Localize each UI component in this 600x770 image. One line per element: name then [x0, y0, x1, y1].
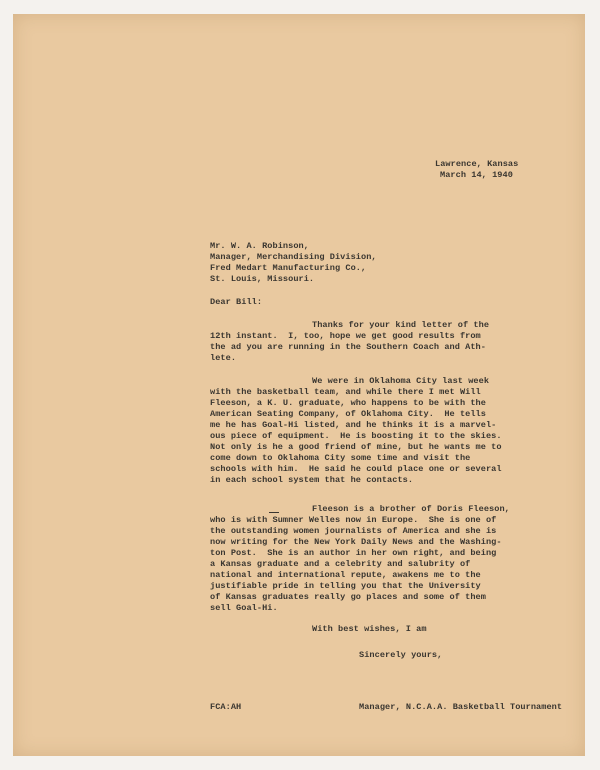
paragraph-1-line: the ad you are running in the Southern Coach and Ath-: [210, 342, 486, 352]
paragraph-2-line: come down to Oklahoma City some time and visit the: [210, 453, 471, 463]
recipient-company: Fred Medart Manufacturing Co.,: [210, 263, 367, 273]
paragraph-3-line: national and international repute, awakens me to the: [210, 570, 481, 580]
paragraph-3-line: Fleeson is a brother of Doris Fleeson,: [312, 504, 510, 514]
typist-initials: FCA:AH: [210, 702, 242, 712]
recipient-title: Manager, Merchandising Division,: [210, 252, 377, 262]
letter-date: March 14, 1940: [440, 170, 513, 180]
paragraph-2-line: Not only is he a good friend of mine, but he wants me to: [210, 442, 502, 452]
recipient-city: St. Louis, Missouri.: [210, 274, 315, 284]
paragraph-1-line: 12th instant. I, too, hope we get good results from: [210, 331, 481, 341]
paragraph-3-line: justifiable pride in telling you that the University: [210, 581, 481, 591]
paragraph-3-line: now writing for the New York Daily News and the Washing-: [210, 537, 502, 547]
closing: Sincerely yours,: [359, 650, 443, 660]
paragraph-2-line: Fleeson, a K. U. graduate, who happens to be with the: [210, 398, 486, 408]
paragraph-3-line: a Kansas graduate and a celebrity and salubrity of: [210, 559, 471, 569]
recipient-name: Mr. W. A. Robinson,: [210, 241, 309, 251]
paragraph-2-line: in each school system that he contacts.: [210, 475, 414, 485]
signature-title: Manager, N.C.A.A. Basketball Tournament: [359, 702, 563, 712]
letter-place: Lawrence, Kansas: [435, 159, 519, 169]
paragraph-3-line: sell Goal-Hi.: [210, 603, 278, 613]
paragraph-1-line: lete.: [210, 353, 237, 363]
closing-wishes: With best wishes, I am: [312, 624, 427, 634]
paragraph-2-line: me he has Goal-Hi listed, and he thinks it is a marvel-: [210, 420, 497, 430]
paragraph-2-line: with the basketball team, and while there I met Will: [210, 387, 481, 397]
paragraph-3-line: who is with Sumner Welles now in Europe. She is one of: [210, 515, 497, 525]
paragraph-2-line: We were in Oklahoma City last week: [312, 376, 490, 386]
paragraph-3-line: of Kansas graduates really go places and some of them: [210, 592, 486, 602]
paragraph-2-line: American Seating Company, of Oklahoma City. He tells: [210, 409, 486, 419]
letter-page: [13, 14, 585, 756]
stray-mark: [269, 512, 279, 513]
salutation: Dear Bill:: [210, 297, 263, 307]
paragraph-3-line: ton Post. She is an author in her own right, and being: [210, 548, 497, 558]
paragraph-2-line: schools with him. He said he could place one or several: [210, 464, 502, 474]
paragraph-3-line: the outstanding women journalists of America and she is: [210, 526, 497, 536]
paragraph-1-line: Thanks for your kind letter of the: [312, 320, 490, 330]
paragraph-2-line: ous piece of equipment. He is boosting it to the skies.: [210, 431, 502, 441]
